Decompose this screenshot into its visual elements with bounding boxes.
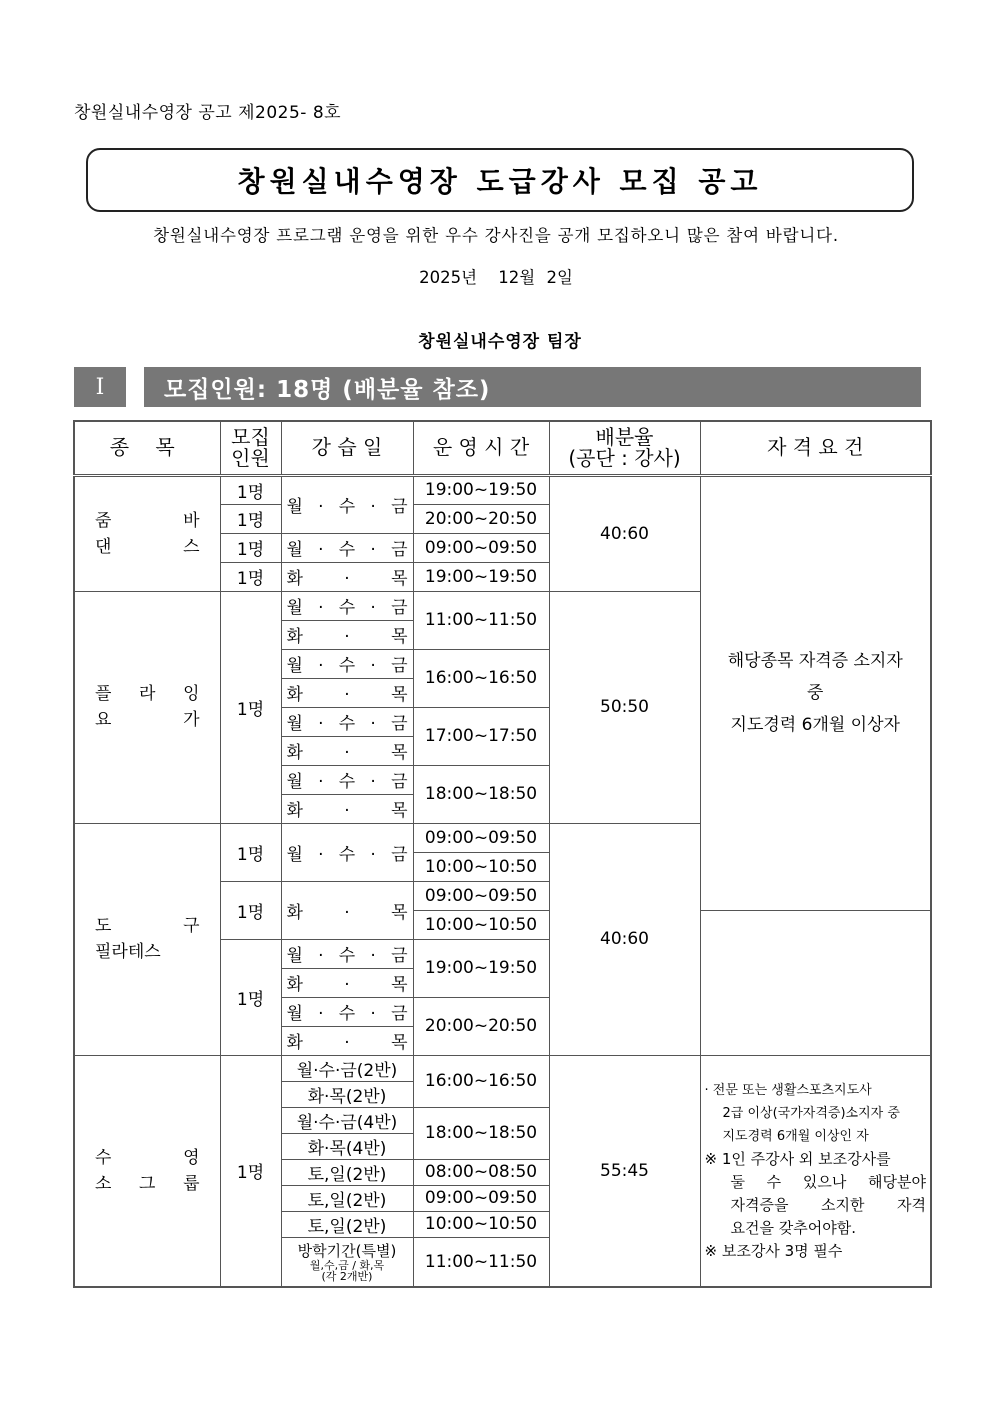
time-cell: 10:00~10:50	[413, 852, 549, 881]
section-number: Ⅰ	[74, 367, 126, 407]
header-recruit: 모집 인원	[220, 421, 281, 475]
days-cell: 화·목(4반)	[281, 1133, 413, 1159]
time-cell: 11:00~11:50	[413, 1237, 549, 1287]
time-cell: 09:00~09:50	[413, 823, 549, 852]
header-ratio: 배분율 (공단 : 강사)	[549, 421, 700, 475]
days-cell: 월 · 수 · 금	[281, 649, 413, 678]
count-cell: 1명	[220, 881, 281, 939]
intro-text: 창원실내수영장 프로그램 운영을 위한 우수 강사진을 공개 모집하오니 많은 참여 바랍니다.	[153, 226, 839, 245]
days-cell: 월 · 수 · 금	[281, 765, 413, 794]
days-cell: 화 · 목	[281, 736, 413, 765]
days-cell: 월 · 수 · 금	[281, 997, 413, 1026]
subject-zumba: 줌 바 댄 스	[74, 475, 220, 591]
time-cell: 10:00~10:50	[413, 910, 549, 939]
subject-flying-yoga: 플 라 잉 요 가	[74, 591, 220, 823]
signer: 창원실내수영장 팀장	[418, 332, 582, 352]
subject-swim: 수 영 소 그 룹	[74, 1055, 220, 1287]
time-cell: 19:00~19:50	[413, 562, 549, 591]
count-cell: 1명	[220, 533, 281, 562]
days-cell-special: 방학기간(특별) 월,수,금 / 화,목 (각 2개반)	[281, 1237, 413, 1287]
days-cell: 월 · 수 · 금	[281, 591, 413, 620]
days-cell: 월 · 수 · 금	[281, 707, 413, 736]
time-cell: 16:00~16:50	[413, 649, 549, 707]
header-subject: 종 목	[74, 421, 220, 475]
time-cell: 19:00~19:50	[413, 939, 549, 997]
time-cell: 09:00~09:50	[413, 533, 549, 562]
page-title: 창원실내수영장 도급강사 모집 공고	[237, 165, 763, 198]
days-cell: 토,일(2반)	[281, 1159, 413, 1185]
days-cell: 월 · 수 · 금	[281, 823, 413, 881]
time-cell: 09:00~09:50	[413, 1185, 549, 1211]
days-cell: 월·수·금(2반)	[281, 1055, 413, 1081]
days-cell: 토,일(2반)	[281, 1185, 413, 1211]
ratio-flying-yoga: 50:50	[549, 591, 700, 823]
time-cell: 18:00~18:50	[413, 765, 549, 823]
time-cell: 09:00~09:50	[413, 881, 549, 910]
days-cell: 화 · 목	[281, 562, 413, 591]
header-days: 강 습 일	[281, 421, 413, 475]
date-month: 12월	[498, 268, 536, 287]
qualification-common: 해당종목 자격증 소지자 중 지도경력 6개월 이상자	[700, 475, 931, 910]
count-cell: 1명	[220, 504, 281, 533]
notice-date	[0, 264, 992, 288]
time-cell: 20:00~20:50	[413, 997, 549, 1055]
time-cell: 10:00~10:50	[413, 1211, 549, 1237]
count-cell: 1명	[220, 475, 281, 504]
section-bar	[144, 367, 921, 407]
qualification-swim: · 전문 또는 생활스포츠지도사 2급 이상(국가자격증)소지자 중 지도경력 6개월 이상인 자 ※ 1인 주강사 외 보조강사를 둘 수 있으나 해당분야 자격증을 소지한 자격 요건을 갖추어야함. ※ 보조강사 3명 필수	[700, 1055, 931, 1287]
ratio-swim: 55:45	[549, 1055, 700, 1287]
count-cell: 1명	[220, 591, 281, 823]
days-cell: 화 · 목	[281, 968, 413, 997]
time-cell: 11:00~11:50	[413, 591, 549, 649]
header-hours: 운 영 시 간	[413, 421, 549, 475]
date-year: 2025년	[419, 268, 478, 287]
days-cell: 월·수·금(4반)	[281, 1107, 413, 1133]
time-cell: 18:00~18:50	[413, 1107, 549, 1159]
count-cell: 1명	[220, 823, 281, 881]
recruitment-table	[73, 420, 932, 1288]
days-cell: 토,일(2반)	[281, 1211, 413, 1237]
notice-number: 창원실내수영장 공고 제2025- 8호	[74, 103, 342, 123]
days-cell: 화·목(2반)	[281, 1081, 413, 1107]
header-qualification: 자 격 요 건	[700, 421, 931, 475]
days-cell: 월 · 수 · 금	[281, 939, 413, 968]
time-cell: 17:00~17:50	[413, 707, 549, 765]
days-cell: 화 · 목	[281, 620, 413, 649]
section-title: 모집인원: 18명 (배분율 참조)	[164, 376, 491, 403]
time-cell: 19:00~19:50	[413, 475, 549, 504]
time-cell: 08:00~08:50	[413, 1159, 549, 1185]
ratio-pilates: 40:60	[549, 823, 700, 1055]
days-cell: 화 · 목	[281, 881, 413, 939]
date-day: 2일	[546, 268, 573, 287]
time-cell: 20:00~20:50	[413, 504, 549, 533]
count-cell: 1명	[220, 562, 281, 591]
days-cell: 월 · 수 · 금	[281, 475, 413, 533]
ratio-zumba: 40:60	[549, 475, 700, 591]
days-cell: 화 · 목	[281, 678, 413, 707]
subject-pilates: 도 구 필라테스	[74, 823, 220, 1055]
days-cell: 화 · 목	[281, 794, 413, 823]
days-cell: 월 · 수 · 금	[281, 533, 413, 562]
days-cell: 화 · 목	[281, 1026, 413, 1055]
time-cell: 16:00~16:50	[413, 1055, 549, 1107]
title-box	[86, 148, 914, 212]
count-cell: 1명	[220, 1055, 281, 1287]
count-cell: 1명	[220, 939, 281, 1055]
